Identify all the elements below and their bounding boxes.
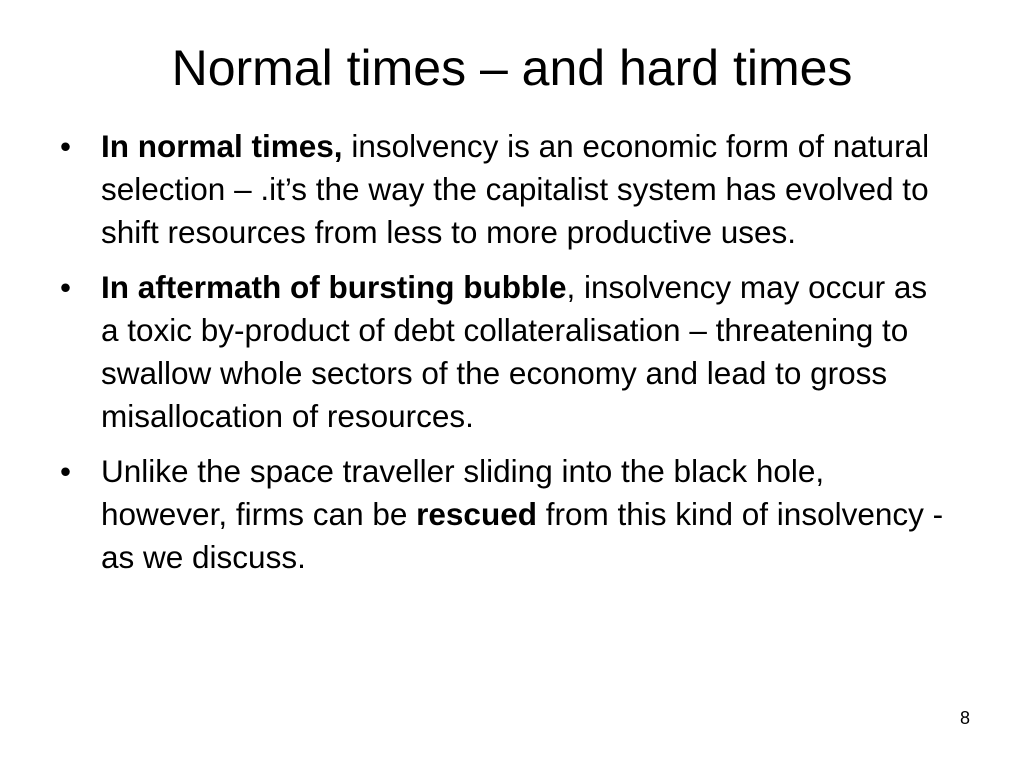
bullet-emphasis-text: rescued: [416, 496, 537, 532]
bullet-item-bursting-bubble: [60, 266, 950, 438]
bullet-item-normal-times: [60, 125, 950, 254]
bullet-body-text: , insolvency may occur as a toxic by-product of debt collateralisation – threatening to swallow whole sectors of the economy and lead to gross misallocation of resources.: [101, 269, 928, 434]
page-number: 8: [959, 708, 970, 728]
bullet-icon: •: [60, 269, 72, 305]
bullet-body-text: insolvency is an economic form of natural selection – .it’s the way the capitalist system has evolved to shift resources from less to more productive uses.: [101, 128, 930, 250]
bullet-lead-text: In aftermath of bursting bubble: [101, 269, 567, 305]
bullet-body-text-end: from this kind of insolvency - as we discuss.: [101, 496, 944, 575]
bullet-icon: •: [60, 453, 72, 489]
bullet-list: [60, 125, 950, 591]
bullet-item-rescue: [60, 450, 950, 579]
bullet-icon: •: [60, 128, 72, 164]
bullet-body-text: Unlike the space traveller sliding into the black hole, however, firms can be: [101, 453, 825, 532]
slide-title: Normal times – and hard times: [171, 40, 853, 96]
bullet-lead-text: In normal times,: [101, 128, 343, 164]
